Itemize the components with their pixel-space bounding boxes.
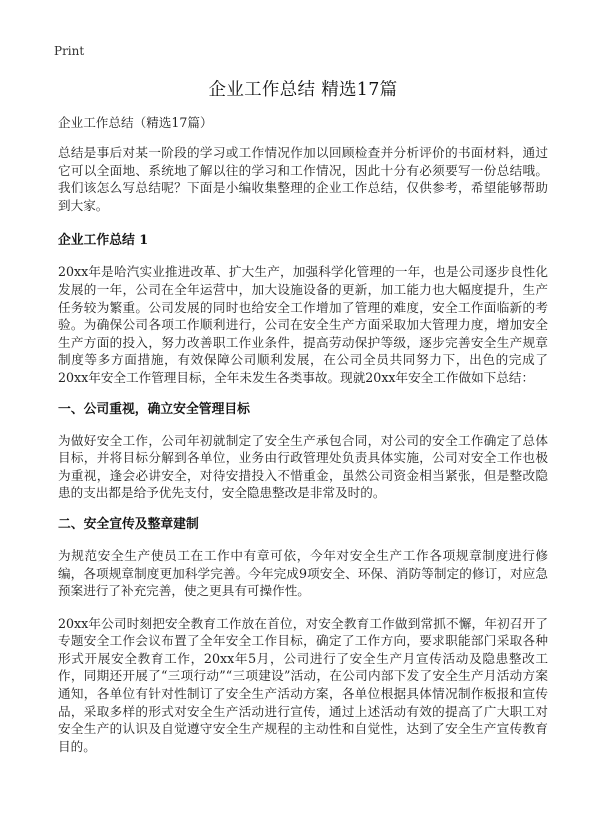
print-link[interactable]: Print (54, 44, 85, 58)
section-heading-1: 企业工作总结 1 (58, 233, 149, 249)
document-subtitle: 企业工作总结（精选17篇） (58, 115, 213, 130)
subsection-2-paragraph-1: 为规范安全生产使员工在工作中有章可依，今年对安全生产工作各项规章制度进行修编，各项规章制度更加科学完善。今年完成9项安全、环保、消防等制定的修订，对应急预案进行了补充完善，使之更具有可操作性。 (58, 547, 548, 599)
section-1-paragraph: 20xx年是哈汽实业推进改革、扩大生产，加强科学化管理的一年，也是公司逐步良性化发展的一年，公司在全年运营中，加大设施设备的更新，加工能力也大幅度提升，生产任务较为繁重。公司发展的同时也给安全工作增加了管理的难度，安全工作面临新的考验。为确保公司各项工作顺利进行，公司在安全生产方面采取加大管理力度，增加安全生产方面的投入，努力改善职工作业条件，提高劳动保护等级，逐步完善安全生产规章制度等多方面措施，有效保障公司顺利发展，在公司全员共同努力下，出色的完成了20xx年安全工作管理目标，全年未发生各类事故。现就20xx年安全工作做如下总结： (58, 264, 548, 385)
subsection-heading-2: 二、安全宣传及整章建制 (58, 516, 199, 532)
subsection-1-paragraph: 为做好安全工作，公司年初就制定了安全生产承包合同，对公司的安全工作确定了总体目标，并将目标分解到各单位，业务由行政管理处负责具体实施，公司对安全工作也极为重视，逢会必讲安全，对待安措投入不惜重金，虽然公司资金相当紧张，但是整改隐患的支出都是给予优先支付，安全隐患整改是非常及时的。 (58, 432, 548, 501)
subsection-heading-1: 一、公司重视，确立安全管理目标 (58, 401, 250, 417)
page-title: 企业工作总结 精选17篇 (208, 80, 398, 100)
subsection-2-paragraph-2: 20xx年公司时刻把安全教育工作放在首位，对安全教育工作做到常抓不懈，年初召开了专题安全工作会议布置了全年安全工作目标，确定了工作方向，要求职能部门采取各种形式开展安全教育工作，20xx年5月，公司进行了安全生产月宣传活动及隐患整改工作，同期还开展了“三项行动”“三项建设”活动，在公司内部下发了安全生产月活动方案通知，各单位有针对性制订了安全生产活动方案，各单位根据具体情况制作板报和宣传品，采取多样的形式对安全生产活动进行宣传，通过上述活动有效的提高了广大职工对安全生产的认识及自觉遵守安全生产规程的主动性和自觉性，达到了安全生产宣传教育目的。 (58, 615, 548, 754)
intro-paragraph: 总结是事后对某一阶段的学习或工作情况作加以回顾检查并分析评价的书面材料，通过它可以全面地、系统地了解以往的学习和工作情况，因此十分有必须要写一份总结哦。我们该怎么写总结呢？下面是小编收集整理的企业工作总结，仅供参考，希望能够帮助到大家。 (58, 145, 548, 213)
